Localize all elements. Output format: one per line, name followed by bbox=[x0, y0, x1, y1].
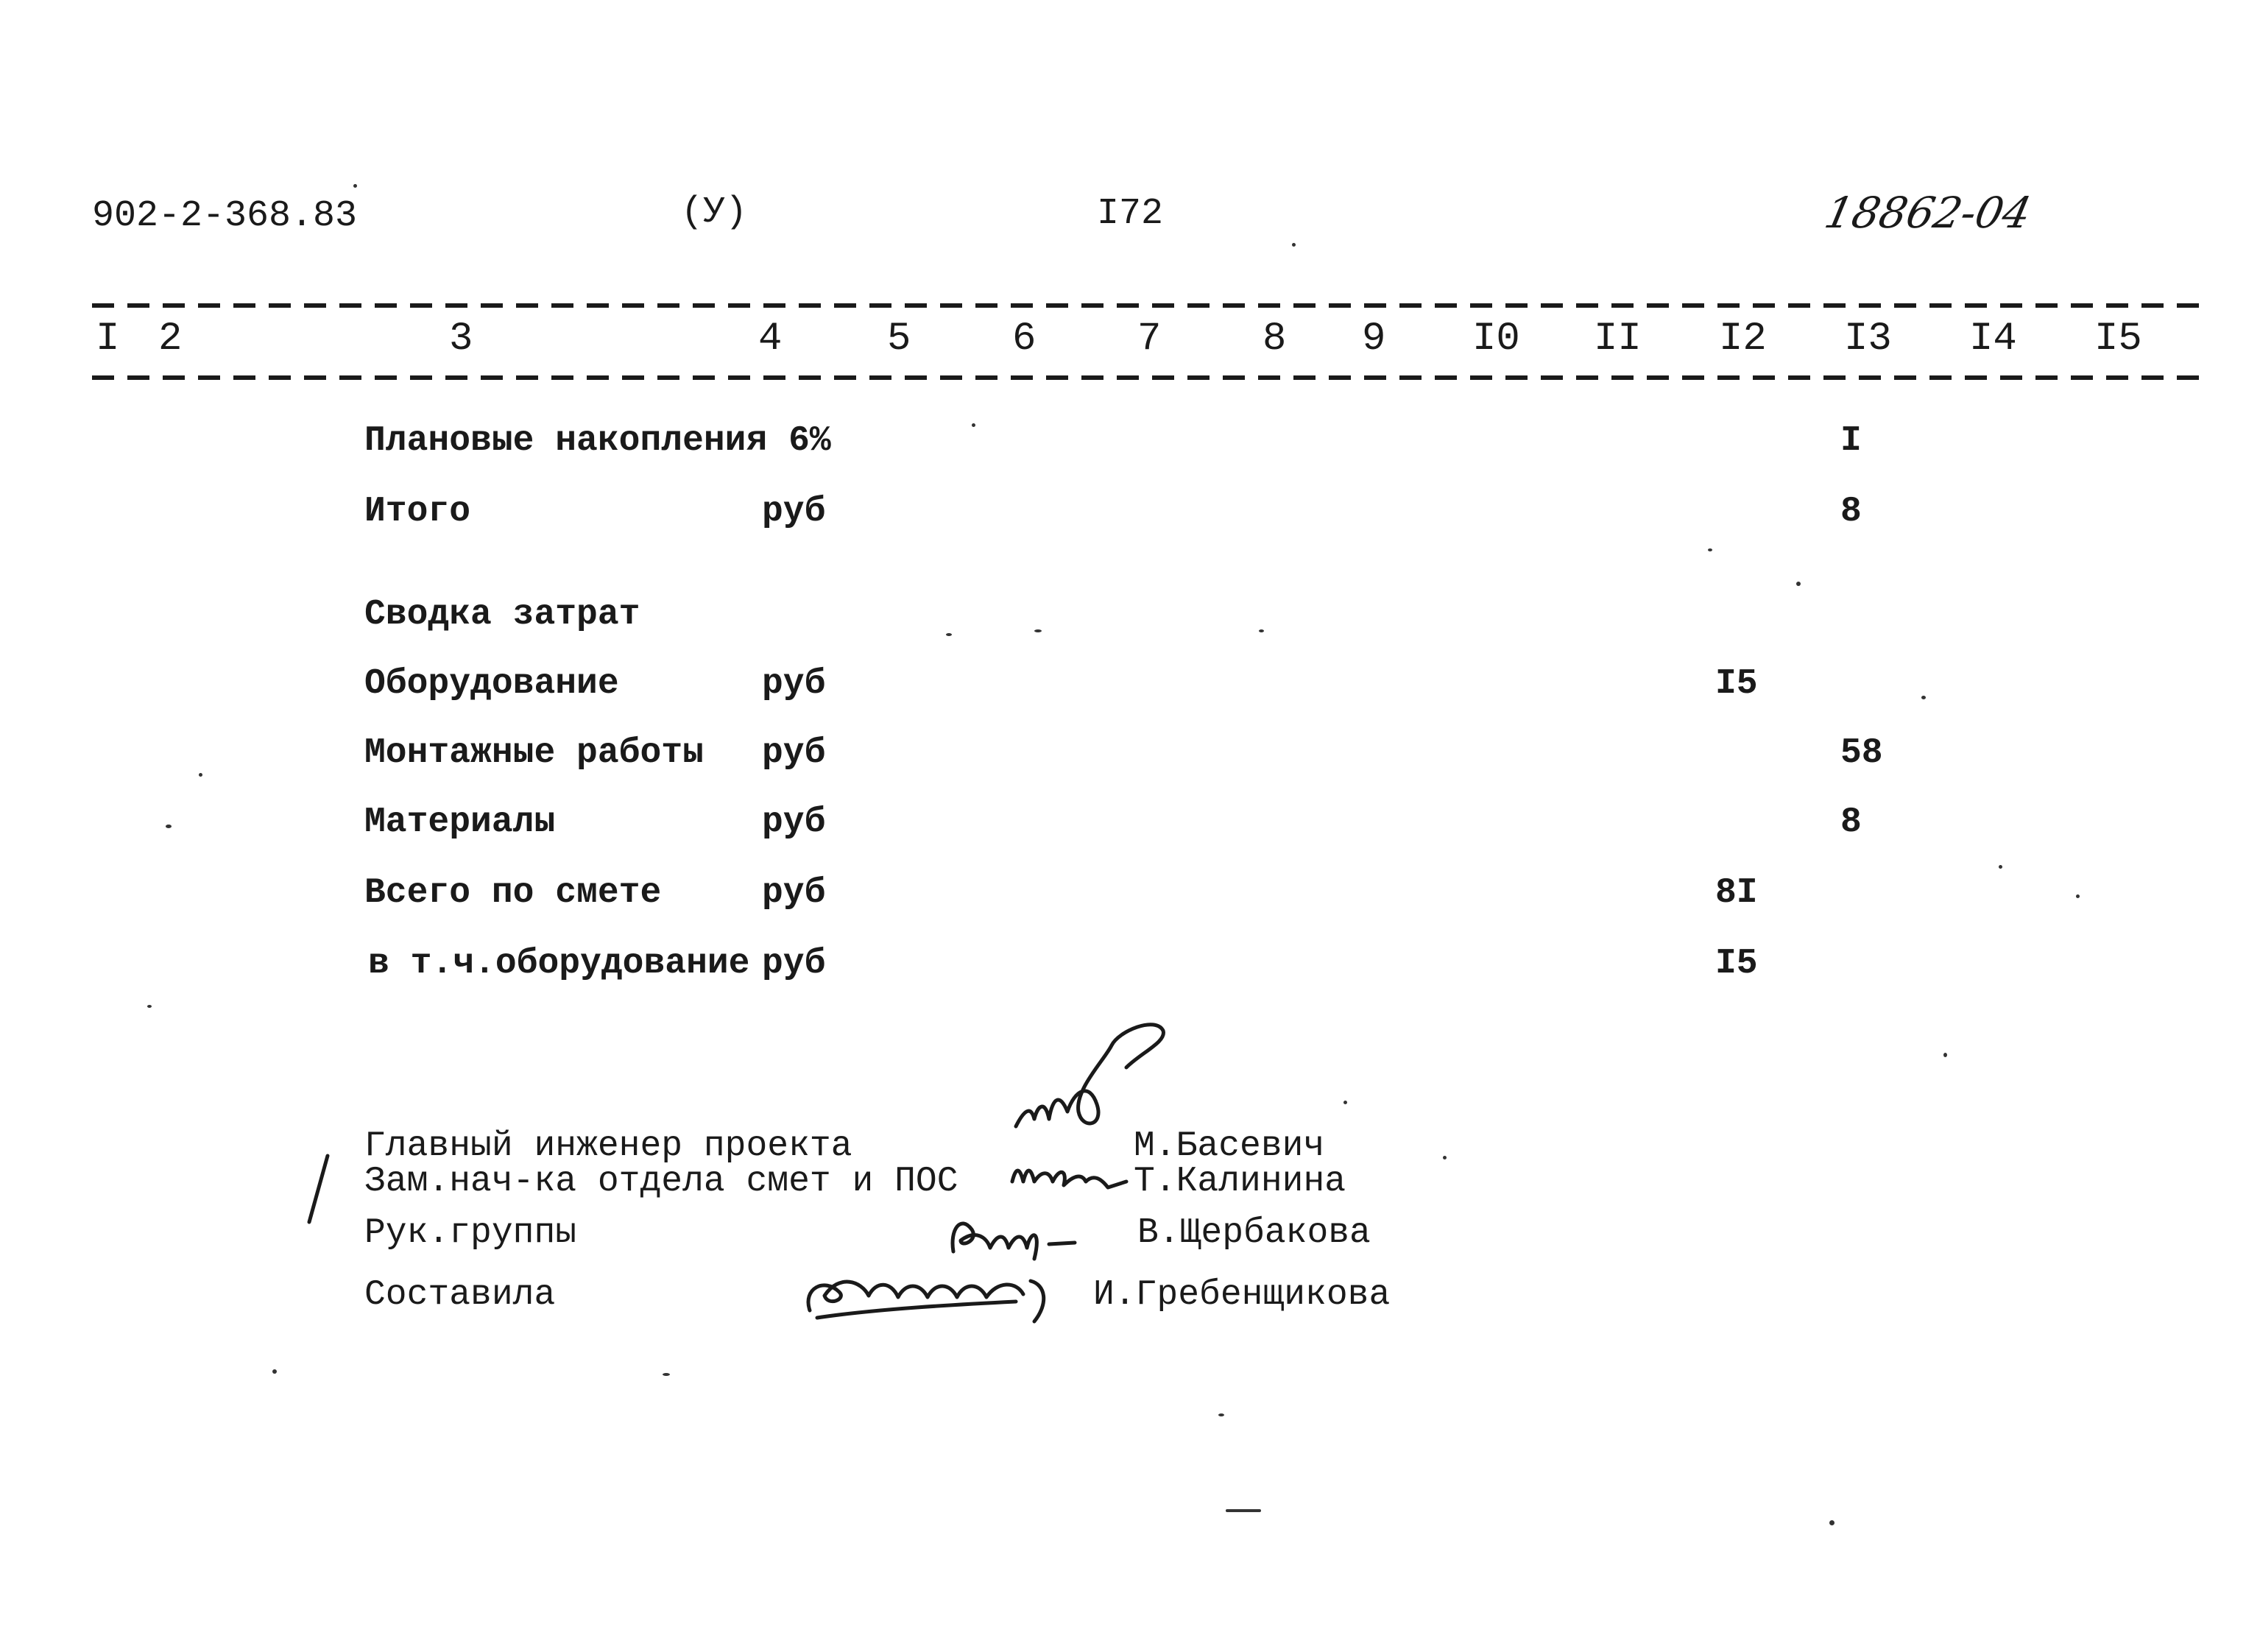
row-name-including-equipment: в т.ч.оборудование bbox=[368, 944, 750, 984]
column-header-11: II bbox=[1594, 317, 1642, 361]
column-header-3: 3 bbox=[449, 317, 473, 361]
row-name-installation-works: Монтажные работы bbox=[364, 733, 704, 773]
column-header-13: I3 bbox=[1844, 317, 1892, 361]
scan-speck bbox=[972, 423, 975, 427]
row-value-estimate-total: 8I bbox=[1715, 873, 1758, 913]
document-marker: (У) bbox=[681, 191, 748, 233]
column-header-15: I5 bbox=[2094, 317, 2142, 361]
column-header-4: 4 bbox=[758, 317, 783, 361]
scan-speck bbox=[1999, 865, 2002, 869]
scan-speck bbox=[1708, 548, 1712, 551]
row-value-installation-works: 58 bbox=[1840, 733, 1883, 773]
row-name-equipment: Оборудование bbox=[364, 664, 619, 704]
column-header-10: I0 bbox=[1472, 317, 1520, 361]
row-unit-equipment: руб bbox=[762, 664, 826, 704]
scan-speck bbox=[1829, 1520, 1835, 1525]
header-bottom-divider bbox=[92, 375, 2205, 380]
row-name-materials: Материалы bbox=[364, 802, 556, 842]
scan-speck bbox=[1443, 1156, 1447, 1159]
row-unit-including-equipment: руб bbox=[762, 944, 826, 984]
signature-name-compiler: И.Гребенщикова bbox=[1093, 1275, 1391, 1315]
column-header-12: I2 bbox=[1719, 317, 1767, 361]
row-name-planned-savings: Плановые накопления 6% bbox=[364, 421, 831, 461]
scan-speck bbox=[1259, 629, 1264, 632]
scan-speck bbox=[166, 825, 172, 828]
column-header-5: 5 bbox=[887, 317, 911, 361]
column-header-6: 6 bbox=[1012, 317, 1037, 361]
document-code: 902-2-368.83 bbox=[92, 195, 358, 237]
column-header-8: 8 bbox=[1263, 317, 1287, 361]
column-header-2: 2 bbox=[158, 317, 183, 361]
scan-speck bbox=[1921, 696, 1926, 699]
row-name-cost-summary: Сводка затрат bbox=[364, 595, 640, 635]
column-header-9: 9 bbox=[1362, 317, 1386, 361]
signature-role-group-head: Рук.группы bbox=[364, 1213, 577, 1253]
scan-speck bbox=[147, 1005, 152, 1008]
scan-speck bbox=[272, 1369, 277, 1374]
scan-speck bbox=[353, 184, 357, 188]
column-header-1: I bbox=[96, 317, 120, 361]
header-top-divider bbox=[92, 303, 2205, 308]
handwritten-signature-1 bbox=[1009, 1001, 1178, 1148]
handwritten-signature-2 bbox=[1005, 1152, 1137, 1204]
row-value-total: 8 bbox=[1840, 492, 1862, 532]
page-number: I72 bbox=[1097, 193, 1164, 235]
scan-speck bbox=[199, 773, 202, 777]
scan-speck bbox=[1343, 1101, 1347, 1104]
scan-speck bbox=[1218, 1413, 1224, 1416]
scan-speck bbox=[1943, 1053, 1947, 1057]
signature-role-deputy-head: Зам.нач-ка отдела смет и ПОС bbox=[364, 1162, 958, 1201]
row-name-estimate-total: Всего по смете bbox=[364, 873, 662, 913]
row-name-total: Итого bbox=[364, 492, 471, 532]
row-value-including-equipment: I5 bbox=[1715, 944, 1758, 984]
scan-speck bbox=[1292, 243, 1296, 247]
scan-speck bbox=[1796, 582, 1801, 586]
signature-name-deputy-head: Т.Калинина bbox=[1134, 1162, 1346, 1201]
margin-pen-stroke bbox=[298, 1148, 335, 1229]
handwritten-stamp-number: 18862-04 bbox=[1820, 188, 2036, 238]
row-unit-installation-works: руб bbox=[762, 733, 826, 773]
column-header-7: 7 bbox=[1137, 317, 1162, 361]
row-unit-total: руб bbox=[762, 492, 826, 532]
scan-speck bbox=[946, 633, 952, 636]
signature-role-compiler: Составила bbox=[364, 1275, 556, 1315]
row-value-equipment: I5 bbox=[1715, 664, 1758, 704]
scan-speck bbox=[663, 1373, 670, 1376]
handwritten-signature-4 bbox=[795, 1252, 1090, 1340]
scan-speck bbox=[2076, 894, 2080, 898]
column-header-14: I4 bbox=[1969, 317, 2017, 361]
row-unit-materials: руб bbox=[762, 802, 826, 842]
scan-speck bbox=[1226, 1509, 1261, 1512]
row-value-planned-savings: I bbox=[1840, 421, 1862, 461]
scan-speck bbox=[1034, 629, 1042, 632]
signature-role-chief-engineer: Главный инженер проекта bbox=[364, 1126, 852, 1166]
signature-name-group-head: В.Щербакова bbox=[1137, 1213, 1371, 1253]
row-value-materials: 8 bbox=[1840, 802, 1862, 842]
row-unit-estimate-total: руб bbox=[762, 873, 826, 913]
signature-name-chief-engineer: М.Басевич bbox=[1134, 1126, 1325, 1166]
